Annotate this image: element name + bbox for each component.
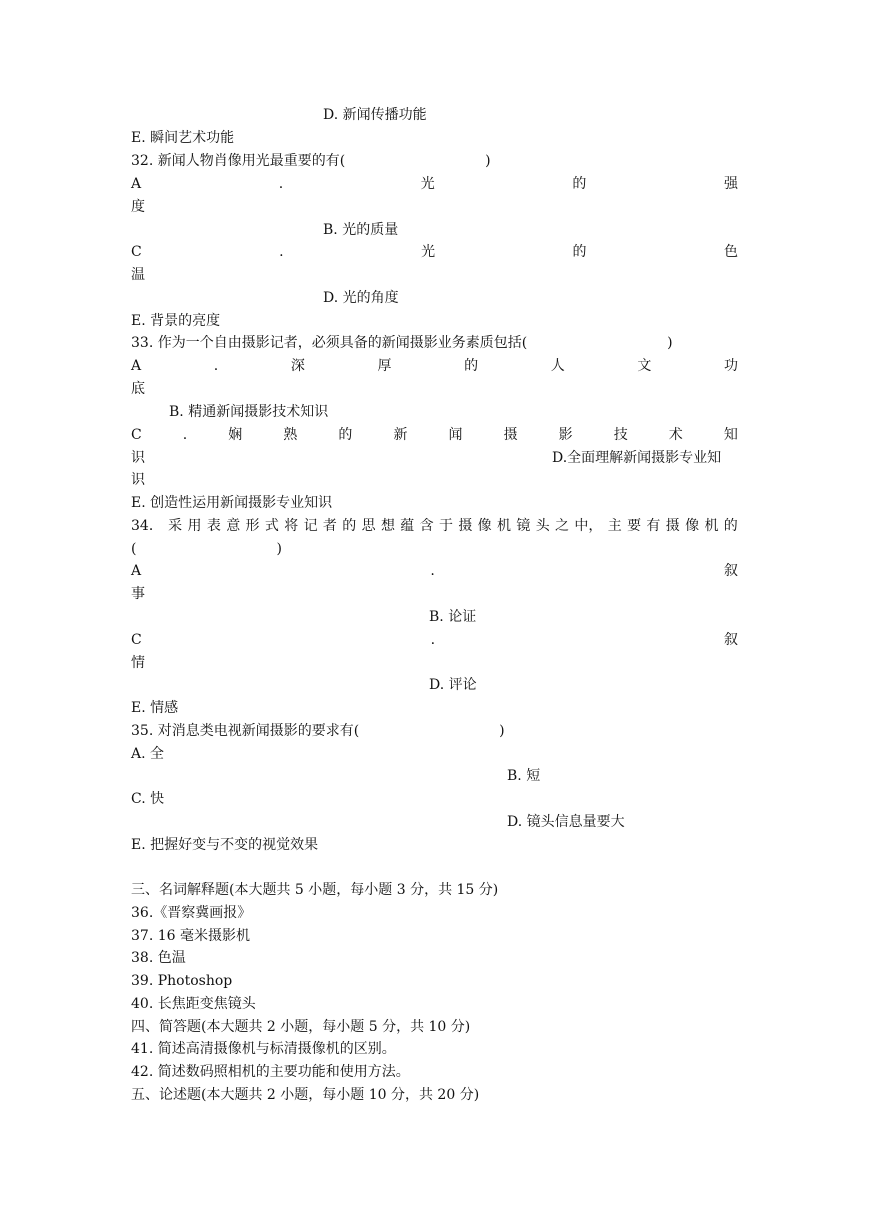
q34-option-b: B. 论证 [429,609,477,625]
q35-option-c: C. 快 [131,791,165,807]
question-33: 33. 作为一个自由摄影记者，必须具备的新闻摄影业务素质包括( ) [131,335,673,351]
question-42: 42. 简述数码照相机的主要功能和使用方法。 [131,1064,410,1080]
section-3-heading: 三、名词解释题(本大题共 5 小题，每小题 3 分，共 15 分) [131,882,499,898]
section-5-heading: 五、论述题(本大题共 2 小题，每小题 10 分，共 20 分) [131,1087,480,1103]
q33-option-e: E. 创造性运用新闻摄影专业知识 [131,495,333,511]
q34-option-d: D. 评论 [429,677,477,693]
q33-option-d-wrap: 识 [131,472,145,488]
q34-option-c: C . 叙 [131,632,738,648]
q33-option-c: C . 娴 熟 的 新 闻 摄 影 技 术 知 [131,427,738,443]
q32-option-d: D. 光的角度 [323,290,399,306]
q35-option-b: B. 短 [507,768,541,784]
q32-option-a: A . 光 的 强 [131,176,738,192]
question-34: 34． 采 用 表 意 形 式 将 记 者 的 思 想 蕴 含 于 摄 像 机 镜 头 之 中， 主 要 有 摄 像 机 的 [131,518,738,534]
q32-option-e: E. 背景的亮度 [131,313,221,329]
question-40: 40. 长焦距变焦镜头 [131,996,256,1012]
q33-option-a: A . 深 厚 的 人 文 功 [131,358,738,374]
q31-option-e: E. 瞬间艺术功能 [131,130,235,146]
question-37: 37. 16 毫米摄影机 [131,928,250,944]
question-41: 41. 简述高清摄像机与标清摄像机的区别。 [131,1041,396,1057]
q35-option-d: D. 镜头信息量要大 [507,814,625,830]
q34-option-a-wrap: 事 [131,586,145,602]
question-39: 39. Photoshop [131,973,233,989]
q32-option-b: B. 光的质量 [323,222,399,238]
q32-option-a-wrap: 度 [131,199,145,215]
q35-option-e: E. 把握好变与不变的视觉效果 [131,837,319,853]
q32-option-c-wrap: 温 [131,267,145,283]
q33-option-d: D.全面理解新闻摄影专业知 [552,450,722,466]
q31-option-d: D. 新闻传播功能 [323,107,427,123]
section-4-heading: 四、简答题(本大题共 2 小题，每小题 5 分，共 10 分) [131,1019,471,1035]
question-38: 38. 色温 [131,950,186,966]
q35-option-a: A. 全 [131,746,165,762]
q33-option-c-wrap: 识 [131,450,145,466]
q33-option-a-wrap: 底 [131,381,145,397]
q34-option-a: A . 叙 [131,563,738,579]
q33-option-b: B. 精通新闻摄影技术知识 [169,404,329,420]
question-32: 32. 新闻人物肖像用光最重要的有( ) [131,153,491,169]
q34-option-e: E. 情感 [131,700,179,716]
question-34-blank: ( ) [131,541,282,557]
q32-option-c: C . 光 的 色 [131,244,738,260]
question-36: 36.《晋察冀画报》 [131,905,252,921]
q34-option-c-wrap: 情 [131,655,145,671]
question-35: 35. 对消息类电视新闻摄影的要求有( ) [131,723,505,739]
